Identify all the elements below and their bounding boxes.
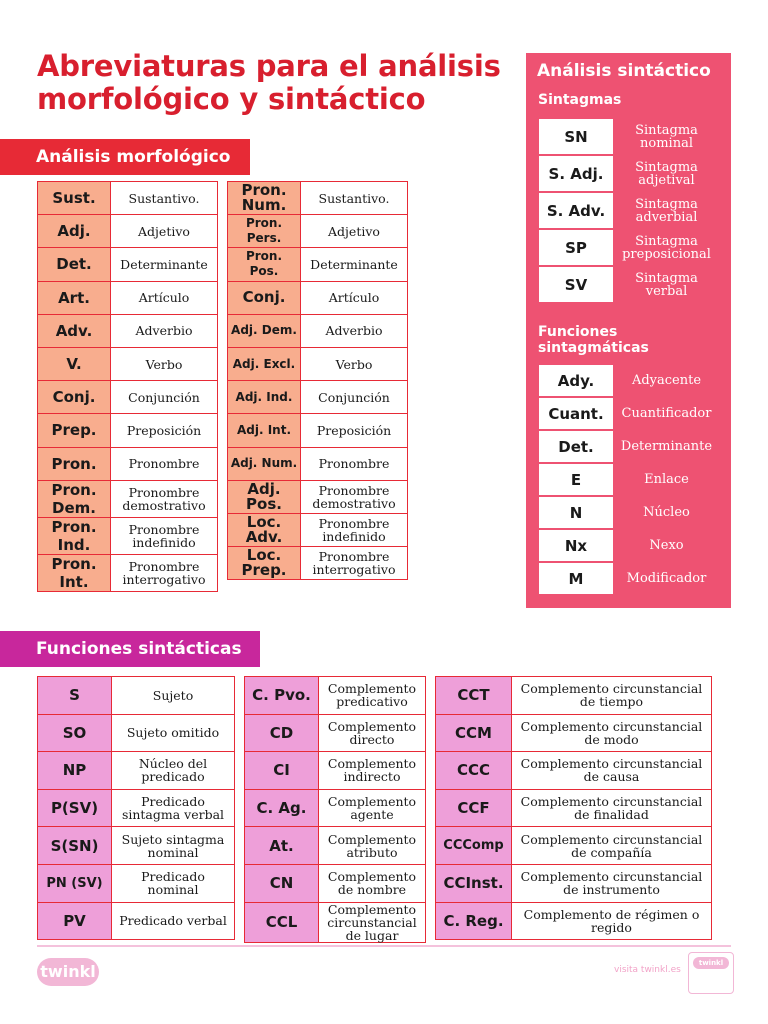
twinkl-logo: twinkl — [37, 958, 99, 986]
abbreviation-cell: Pron. Ind. — [38, 517, 111, 554]
morphological-table-2 — [227, 181, 408, 580]
description-cell: Determinante — [614, 430, 719, 463]
description-cell: Pronombre interrogativo — [111, 554, 218, 591]
table-row — [228, 314, 408, 347]
table-row — [436, 864, 712, 902]
description-cell: Artículo — [111, 281, 218, 314]
table-row — [38, 215, 218, 248]
abbreviation-cell: Adj. Ind. — [228, 381, 301, 414]
abbreviation-cell: CCT — [436, 677, 512, 715]
abbreviation-cell: P(SV) — [38, 789, 112, 827]
description-cell: Complemento circunstancial de lugar — [319, 902, 426, 942]
syntactic-analysis-title: Análisis sintáctico — [537, 61, 711, 81]
table-row — [245, 677, 426, 715]
table-row — [538, 397, 719, 430]
abbreviation-cell: CCL — [245, 902, 319, 942]
phrase-functions-subtitle: Funciones sintagmáticas — [538, 324, 649, 356]
description-cell: Pronombre interrogativo — [301, 547, 408, 580]
description-cell: Complemento circunstancial de instrumento — [512, 864, 712, 902]
table-row — [228, 281, 408, 314]
description-cell: Artículo — [301, 281, 408, 314]
table-row — [38, 281, 218, 314]
abbreviation-cell: SP — [538, 229, 614, 266]
table-row — [38, 248, 218, 281]
syntactic-functions-banner: Funciones sintácticas — [0, 631, 260, 667]
table-row — [228, 414, 408, 447]
syntactic-functions-table-2 — [244, 676, 426, 943]
table-row — [38, 480, 218, 517]
description-cell: Complemento circunstancial de compañía — [512, 827, 712, 865]
description-cell: Pronombre demostrativo — [111, 480, 218, 517]
description-cell: Adjetivo — [111, 215, 218, 248]
table-row — [228, 480, 408, 513]
description-cell: Complemento circunstancial de finalidad — [512, 789, 712, 827]
table-row — [538, 562, 719, 595]
table-row — [245, 752, 426, 790]
table-row — [38, 554, 218, 591]
description-cell: Determinante — [301, 248, 408, 281]
abbreviation-cell: CD — [245, 714, 319, 752]
abbreviation-cell: Adj. Excl. — [228, 347, 301, 380]
abbreviation-cell: Adj. Int. — [228, 414, 301, 447]
description-cell: Sintagma verbal — [614, 266, 719, 303]
abbreviation-cell: Nx — [538, 529, 614, 562]
table-row — [538, 229, 719, 266]
table-row — [228, 215, 408, 248]
description-cell: Sintagma adverbial — [614, 192, 719, 229]
description-cell: Cuantificador — [614, 397, 719, 430]
description-cell: Pronombre — [301, 447, 408, 480]
abbreviation-cell: CCComp — [436, 827, 512, 865]
visit-link[interactable]: visita twinkl.es — [614, 965, 681, 975]
abbreviation-cell: Adj. Dem. — [228, 314, 301, 347]
abbreviation-cell: S — [38, 677, 112, 715]
table-row — [436, 714, 712, 752]
table-row — [538, 192, 719, 229]
description-cell: Adverbio — [111, 314, 218, 347]
table-row — [436, 902, 712, 940]
description-cell: Complemento circunstancial de modo — [512, 714, 712, 752]
table-row — [538, 266, 719, 303]
abbreviation-cell: SV — [538, 266, 614, 303]
table-row — [38, 447, 218, 480]
table-row — [538, 463, 719, 496]
abbreviation-cell: SN — [538, 118, 614, 155]
description-cell: Sujeto — [112, 677, 235, 715]
description-cell: Complemento de nombre — [319, 864, 426, 902]
abbreviation-cell: Pron. Pos. — [228, 248, 301, 281]
badge-label: twinkl — [693, 957, 729, 969]
abbreviation-cell: M — [538, 562, 614, 595]
table-row — [538, 496, 719, 529]
quality-badge-icon — [688, 952, 734, 994]
abbreviation-cell: C. Ag. — [245, 789, 319, 827]
table-row — [538, 155, 719, 192]
table-row — [38, 347, 218, 380]
table-row — [228, 381, 408, 414]
description-cell: Predicado nominal — [112, 864, 235, 902]
abbreviation-cell: Adj. — [38, 215, 111, 248]
abbreviation-cell: Conj. — [228, 281, 301, 314]
description-cell: Sustantivo. — [301, 182, 408, 215]
table-row — [228, 447, 408, 480]
table-row — [436, 827, 712, 865]
table-row — [436, 752, 712, 790]
abbreviation-cell: Prep. — [38, 414, 111, 447]
table-row — [228, 547, 408, 580]
description-cell: Pronombre indefinido — [111, 517, 218, 554]
table-row — [38, 752, 235, 790]
morphological-analysis-banner: Análisis morfológico — [0, 139, 250, 175]
table-row — [38, 902, 235, 940]
description-cell: Modificador — [614, 562, 719, 595]
abbreviation-cell: N — [538, 496, 614, 529]
table-row — [38, 827, 235, 865]
description-cell: Adyacente — [614, 364, 719, 397]
phrase-functions-table — [537, 363, 720, 596]
description-cell: Verbo — [111, 347, 218, 380]
footer-divider — [37, 945, 731, 947]
abbreviation-cell: Cuant. — [538, 397, 614, 430]
page-title: Abreviaturas para el análisis morfológico y sintáctico — [37, 49, 501, 116]
description-cell: Complemento agente — [319, 789, 426, 827]
table-row — [538, 430, 719, 463]
table-row — [538, 118, 719, 155]
abbreviation-cell: Pron. Pers. — [228, 215, 301, 248]
abbreviation-cell: SO — [38, 714, 112, 752]
description-cell: Complemento indirecto — [319, 752, 426, 790]
description-cell: Adverbio — [301, 314, 408, 347]
table-row — [38, 714, 235, 752]
abbreviation-cell: C. Pvo. — [245, 677, 319, 715]
description-cell: Complemento directo — [319, 714, 426, 752]
table-row — [38, 381, 218, 414]
abbreviation-cell: Det. — [538, 430, 614, 463]
table-row — [228, 248, 408, 281]
table-row — [436, 677, 712, 715]
table-row — [245, 864, 426, 902]
description-cell: Preposición — [111, 414, 218, 447]
description-cell: Conjunción — [301, 381, 408, 414]
abbreviation-cell: Adj. Pos. — [228, 480, 301, 513]
abbreviation-cell: Loc. Adv. — [228, 513, 301, 546]
description-cell: Pronombre demostrativo — [301, 480, 408, 513]
description-cell: Sintagma adjetival — [614, 155, 719, 192]
abbreviation-cell: E — [538, 463, 614, 496]
description-cell: Sustantivo. — [111, 182, 218, 215]
description-cell: Complemento atributo — [319, 827, 426, 865]
table-row — [38, 864, 235, 902]
description-cell: Predicado sintagma verbal — [112, 789, 235, 827]
abbreviation-cell: At. — [245, 827, 319, 865]
description-cell: Complemento circunstancial de causa — [512, 752, 712, 790]
description-cell: Sintagma nominal — [614, 118, 719, 155]
abbreviation-cell: CN — [245, 864, 319, 902]
description-cell: Complemento predicativo — [319, 677, 426, 715]
table-row — [38, 677, 235, 715]
table-row — [228, 513, 408, 546]
abbreviation-cell: PV — [38, 902, 112, 940]
description-cell: Enlace — [614, 463, 719, 496]
abbreviation-cell: CCInst. — [436, 864, 512, 902]
table-row — [38, 414, 218, 447]
abbreviation-cell: CCM — [436, 714, 512, 752]
abbreviation-cell: V. — [38, 347, 111, 380]
abbreviation-cell: S. Adj. — [538, 155, 614, 192]
description-cell: Pronombre indefinido — [301, 513, 408, 546]
table-row — [38, 517, 218, 554]
table-row — [245, 714, 426, 752]
abbreviation-cell: Ady. — [538, 364, 614, 397]
abbreviation-cell: Pron. Dem. — [38, 480, 111, 517]
abbreviation-cell: Det. — [38, 248, 111, 281]
description-cell: Verbo — [301, 347, 408, 380]
abbreviation-cell: NP — [38, 752, 112, 790]
abbreviation-cell: Pron. — [38, 447, 111, 480]
table-row — [538, 529, 719, 562]
description-cell: Determinante — [111, 248, 218, 281]
abbreviation-cell: Loc. Prep. — [228, 547, 301, 580]
abbreviation-cell: CCC — [436, 752, 512, 790]
abbreviation-cell: Adv. — [38, 314, 111, 347]
description-cell: Preposición — [301, 414, 408, 447]
table-row — [38, 789, 235, 827]
description-cell: Complemento de régimen o regido — [512, 902, 712, 940]
abbreviation-cell: S(SN) — [38, 827, 112, 865]
abbreviation-cell: Pron. Num. — [228, 182, 301, 215]
table-row — [228, 182, 408, 215]
description-cell: Conjunción — [111, 381, 218, 414]
morphological-table-1 — [37, 181, 218, 592]
abbreviation-cell: Art. — [38, 281, 111, 314]
syntactic-analysis-panel — [526, 53, 731, 608]
abbreviation-cell: C. Reg. — [436, 902, 512, 940]
table-row — [38, 314, 218, 347]
description-cell: Nexo — [614, 529, 719, 562]
syntactic-functions-table-1 — [37, 676, 235, 940]
abbreviation-cell: PN (SV) — [38, 864, 112, 902]
abbreviation-cell: Pron. Int. — [38, 554, 111, 591]
abbreviation-cell: CI — [245, 752, 319, 790]
description-cell: Sintagma preposicional — [614, 229, 719, 266]
abbreviation-cell: Adj. Num. — [228, 447, 301, 480]
phrases-subtitle: Sintagmas — [538, 92, 622, 108]
description-cell: Sujeto sintagma nominal — [112, 827, 235, 865]
abbreviation-cell: Conj. — [38, 381, 111, 414]
description-cell: Complemento circunstancial de tiempo — [512, 677, 712, 715]
description-cell: Núcleo del predicado — [112, 752, 235, 790]
abbreviation-cell: CCF — [436, 789, 512, 827]
table-row — [38, 182, 218, 215]
phrases-table — [537, 117, 720, 304]
description-cell: Adjetivo — [301, 215, 408, 248]
description-cell: Predicado verbal — [112, 902, 235, 940]
abbreviation-cell: Sust. — [38, 182, 111, 215]
table-row — [245, 789, 426, 827]
table-row — [538, 364, 719, 397]
table-row — [245, 902, 426, 942]
abbreviation-cell: S. Adv. — [538, 192, 614, 229]
description-cell: Pronombre — [111, 447, 218, 480]
description-cell: Núcleo — [614, 496, 719, 529]
description-cell: Sujeto omitido — [112, 714, 235, 752]
table-row — [436, 789, 712, 827]
table-row — [245, 827, 426, 865]
table-row — [228, 347, 408, 380]
syntactic-functions-table-3 — [435, 676, 712, 940]
